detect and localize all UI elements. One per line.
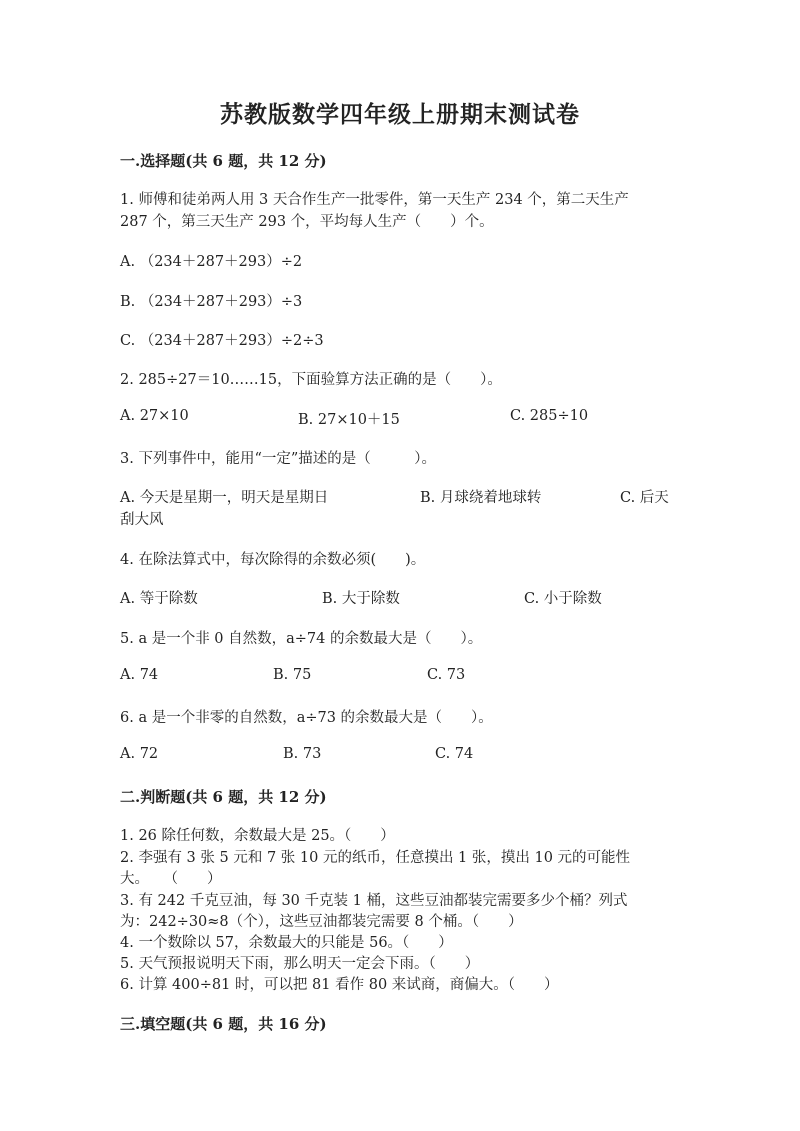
question-6-option-a: A. 72 xyxy=(120,746,159,762)
section-heading-choice: 一.选择题(共 6 题，共 12 分) xyxy=(120,152,327,170)
question-5-option-c: C. 73 xyxy=(427,667,466,683)
section-heading-fill: 三.填空题(共 6 题，共 16 分) xyxy=(120,1015,327,1033)
question-4-option-a: A. 等于除数 xyxy=(120,591,198,607)
question-2-option-a: A. 27×10 xyxy=(120,408,189,424)
question-4-stem: 4. 在除法算式中，每次除得的余数必须( )。 xyxy=(120,552,426,568)
judge-line: 大。 （ ） xyxy=(120,871,222,887)
section-heading-judge: 二.判断题(共 6 题，共 12 分) xyxy=(120,788,327,806)
judge-line: 3. 有 242 千克豆油，每 30 千克装 1 桶，这些豆油都装完需要多少个桶？列式 xyxy=(120,893,628,909)
question-1-option-c: C. （234＋287＋293）÷2÷3 xyxy=(120,333,324,349)
question-2-stem: 2. 285÷27＝10……15，下面验算方法正确的是（ ）。 xyxy=(120,372,502,388)
question-1-option-a: A. （234＋287＋293）÷2 xyxy=(120,254,303,270)
question-6-option-b: B. 73 xyxy=(283,746,322,762)
judge-line: 6. 计算 400÷81 时，可以把 81 看作 80 来试商，商偏大。（ ） xyxy=(120,977,559,993)
question-1-option-b: B. （234＋287＋293）÷3 xyxy=(120,294,303,310)
question-1-line-1: 1. 师傅和徒弟两人用 3 天合作生产一批零件，第一天生产 234 个，第二天生产 xyxy=(120,192,629,208)
question-6-option-c: C. 74 xyxy=(435,746,474,762)
question-2-option-c: C. 285÷10 xyxy=(510,408,589,424)
question-5-option-a: A. 74 xyxy=(120,667,159,683)
question-3-option-a: A. 今天是星期一，明天是星期日 xyxy=(120,490,329,506)
question-5-stem: 5. a 是一个非 0 自然数，a÷74 的余数最大是（ ）。 xyxy=(120,631,483,647)
question-5-option-b: B. 75 xyxy=(273,667,312,683)
question-3-option-c-wrap: 刮大风 xyxy=(120,512,164,528)
judge-line: 为：242÷30≈8（个），这些豆油都装完需要 8 个桶。（ ） xyxy=(120,914,523,930)
question-3-option-b: B. 月球绕着地球转 xyxy=(420,490,542,506)
judge-line: 5. 天气预报说明天下雨，那么明天一定会下雨。（ ） xyxy=(120,956,480,972)
question-4-option-b: B. 大于除数 xyxy=(322,591,400,607)
page-title: 苏教版数学四年级上册期末测试卷 xyxy=(220,101,580,128)
question-1-line-2: 287 个，第三天生产 293 个，平均每人生产（ ）个。 xyxy=(120,214,494,230)
judge-line: 2. 李强有 3 张 5 元和 7 张 10 元的纸币，任意摸出 1 张，摸出 10 元的可能性 xyxy=(120,850,631,866)
question-4-option-c: C. 小于除数 xyxy=(524,591,602,607)
question-6-stem: 6. a 是一个非零的自然数，a÷73 的余数最大是（ ）。 xyxy=(120,710,493,726)
judge-line: 4. 一个数除以 57，余数最大的只能是 56。（ ） xyxy=(120,935,453,951)
question-3-stem: 3. 下列事件中，能用“一定”描述的是（ ）。 xyxy=(120,451,437,467)
question-2-option-b: B. 27×10＋15 xyxy=(298,412,400,428)
judge-line: 1. 26 除任何数，余数最大是 25。（ ） xyxy=(120,828,395,844)
question-3-option-c: C. 后天 xyxy=(620,490,669,506)
